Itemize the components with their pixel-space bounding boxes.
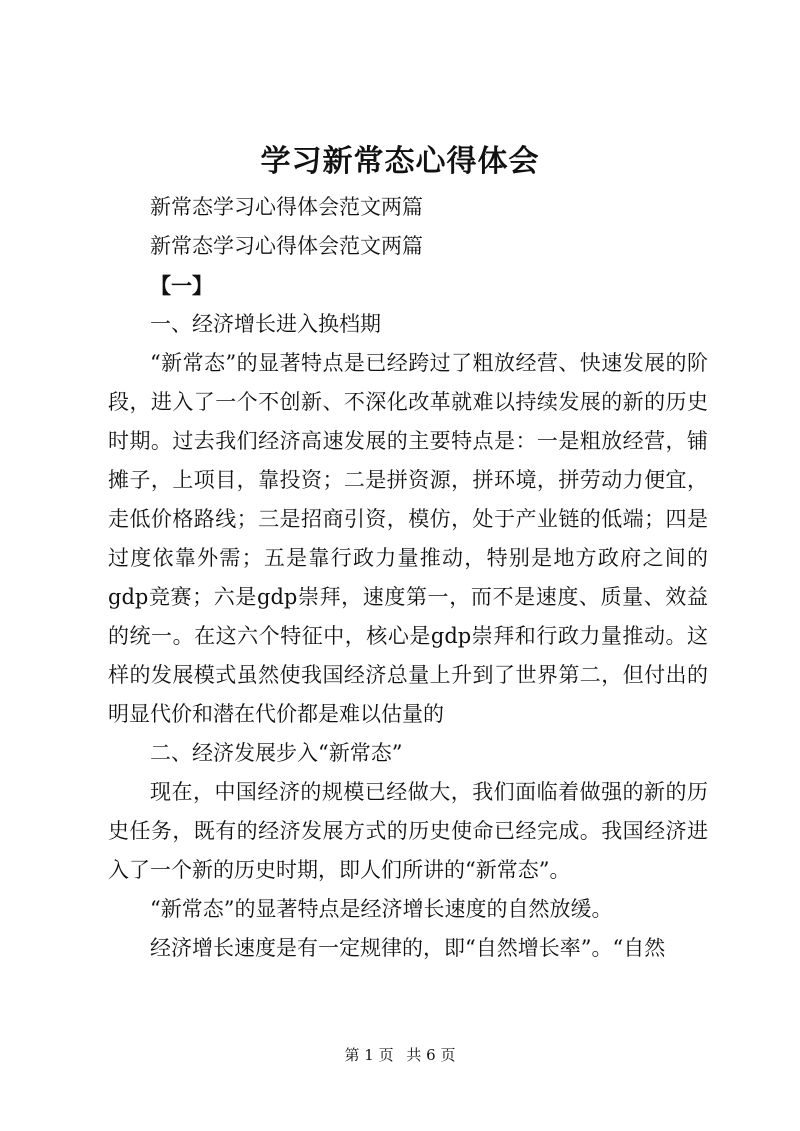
paragraph: 现在，中国经济的规模已经做大，我们面临着做强的新的历史任务，既有的经济发展方式的历史使命已经完成。我国经济进入了一个新的历史时期，即人们所讲的“新常态”。 [108, 780, 708, 882]
page-footer [0, 1044, 800, 1066]
page-number: 第 1 页 [344, 1046, 394, 1064]
section-marker: 【一】 [150, 273, 213, 298]
document-title: 学习新常态心得体会 [260, 144, 540, 179]
section-heading: 一、经济增长进入换档期 [150, 312, 381, 336]
paragraph: “新常态”的显著特点是经济增长速度的自然放缓。 [150, 897, 613, 921]
paragraph: “新常态”的显著特点是已经跨过了粗放经营、快速发展的阶段，进入了一个不创新、不深化改革就难以持续发展的新的历史时期。过去我们经济高速发展的主要特点是：一是粗放经营，铺摊子，上项目，靠投资；二是拼资源，拼环境，拼劳动力便宜，走低价格路线；三是招商引资，模仿，处于产业链的低端；四是过度依靠外需；五是靠行政力量推动，特别是地方政府之间的gdp竞赛；六是gdp崇拜，速度第一，而不是速度、质量、效益的统一。在这六个特征中，核心是gdp崇拜和行政力量推动。这样的发展模式虽然使我国经济总量上升到了世界第二，但付出的明显代价和潜在代价都是难以估量的 [108, 351, 708, 726]
document-body [108, 188, 708, 968]
page-total: 共 6 页 [406, 1046, 456, 1064]
paragraph: 经济增长速度是有一定规律的，即“自然增长率”。“自然 [150, 936, 666, 960]
paragraph: 新常态学习心得体会范文两篇 [150, 195, 423, 219]
section-heading: 二、经济发展步入“新常态” [150, 741, 403, 765]
paragraph: 新常态学习心得体会范文两篇 [150, 234, 423, 258]
